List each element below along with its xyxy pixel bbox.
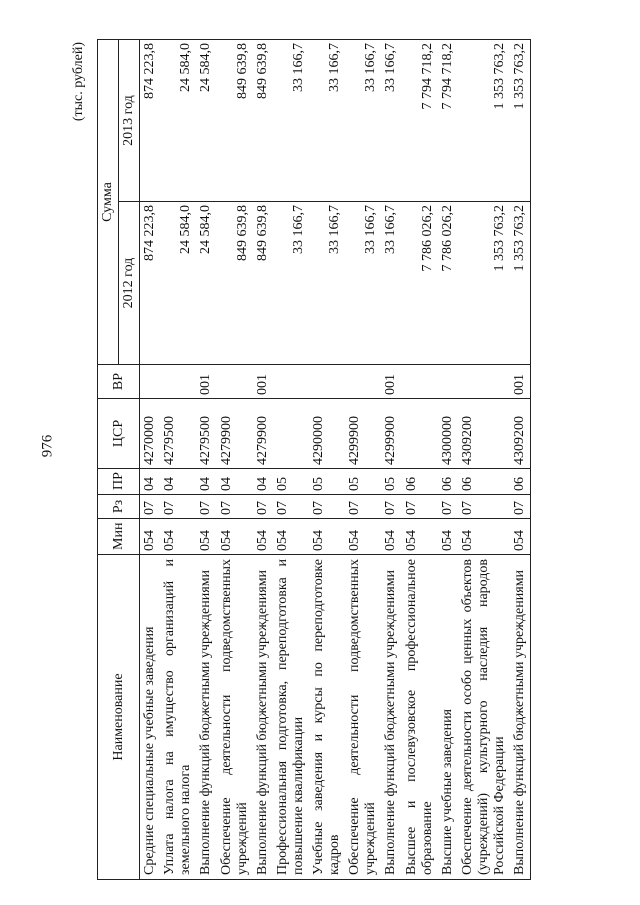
cell-sum-2012: 33 166,7	[309, 202, 345, 365]
cell-min: 054	[217, 519, 253, 555]
cell-rz: 07	[458, 495, 510, 519]
cell-rz: 07	[510, 495, 531, 519]
cell-sum-2012: 24 584,0	[160, 202, 196, 365]
cell-pr: 04	[217, 469, 253, 495]
cell-sum-2013: 24 584,0	[160, 40, 196, 202]
cell-vr	[217, 365, 253, 399]
cell-sum-2012: 24 584,0	[196, 202, 216, 365]
cell-sum-2012: 874 223,8	[140, 202, 161, 365]
cell-name: Высшие учебные заведения	[438, 555, 458, 880]
cell-min: 054	[381, 519, 401, 555]
cell-pr: 05	[273, 469, 309, 495]
cell-csr: 4299900	[381, 399, 401, 469]
page-number: 976	[39, 434, 56, 458]
cell-vr: 001	[253, 365, 273, 399]
cell-rz: 07	[309, 495, 345, 519]
header-min: Мин	[98, 519, 140, 555]
cell-sum-2013: 1 353 763,2	[458, 40, 510, 202]
cell-vr	[140, 365, 161, 399]
cell-pr: 04	[196, 469, 216, 495]
table-row	[140, 40, 161, 880]
cell-csr: 4279500	[160, 399, 196, 469]
cell-csr: 4279900	[217, 399, 253, 469]
rotated-page-content	[71, 40, 572, 880]
table-row	[458, 40, 510, 880]
cell-rz: 07	[196, 495, 216, 519]
budget-table	[97, 39, 531, 880]
cell-rz: 07	[253, 495, 273, 519]
cell-name: Учебные заведения и курсы по переподготовке кадров	[309, 555, 345, 880]
cell-csr	[273, 399, 309, 469]
cell-sum-2012: 1 353 763,2	[510, 202, 531, 365]
cell-name: Выполнение функций бюджетными учреждениями	[510, 555, 531, 880]
cell-sum-2013: 24 584,0	[196, 40, 216, 202]
table-row	[510, 40, 531, 880]
cell-min: 054	[438, 519, 458, 555]
cell-sum-2013: 33 166,7	[273, 40, 309, 202]
cell-min: 054	[273, 519, 309, 555]
cell-sum-2013: 1 353 763,2	[510, 40, 531, 202]
cell-csr: 4299900	[345, 399, 381, 469]
cell-vr	[309, 365, 345, 399]
table-row	[273, 40, 309, 880]
table-row	[160, 40, 196, 880]
header-csr: ЦСР	[98, 399, 140, 469]
cell-sum-2013: 7 794 718,2	[438, 40, 458, 202]
cell-name: Обеспечение деятельности особо ценных объектов (учреждений) культурного наследия народов Российской Федерации	[458, 555, 510, 880]
header-vr: ВР	[98, 365, 140, 399]
cell-csr: 4279900	[253, 399, 273, 469]
cell-vr	[402, 365, 438, 399]
cell-pr: 04	[160, 469, 196, 495]
table-row	[381, 40, 401, 880]
cell-pr: 06	[438, 469, 458, 495]
cell-csr	[402, 399, 438, 469]
cell-pr: 06	[402, 469, 438, 495]
cell-min: 054	[160, 519, 196, 555]
cell-sum-2012: 33 166,7	[381, 202, 401, 365]
cell-pr: 05	[381, 469, 401, 495]
cell-sum-2012: 1 353 763,2	[458, 202, 510, 365]
table-row	[253, 40, 273, 880]
cell-name: Высшее и послевузовское профессиональное образование	[402, 555, 438, 880]
cell-vr	[458, 365, 510, 399]
cell-vr	[160, 365, 196, 399]
cell-min: 054	[253, 519, 273, 555]
header-name: Наименование	[98, 555, 140, 880]
cell-pr: 04	[140, 469, 161, 495]
cell-name: Обеспечение деятельности подведомственных учреждений	[345, 555, 381, 880]
units-label: (тыс. рублей)	[71, 42, 86, 122]
cell-name: Выполнение функций бюджетными учреждениями	[381, 555, 401, 880]
cell-vr	[273, 365, 309, 399]
cell-vr: 001	[510, 365, 531, 399]
cell-csr: 4300000	[438, 399, 458, 469]
table-row	[438, 40, 458, 880]
table-row	[345, 40, 381, 880]
cell-rz: 07	[345, 495, 381, 519]
header-year-2013: 2013 год	[119, 40, 140, 202]
cell-min: 054	[140, 519, 161, 555]
cell-rz: 07	[438, 495, 458, 519]
cell-min: 054	[510, 519, 531, 555]
cell-name: Обеспечение деятельности подведомственных учреждений	[217, 555, 253, 880]
cell-sum-2012: 7 786 026,2	[438, 202, 458, 365]
cell-csr: 4309200	[458, 399, 510, 469]
cell-sum-2012: 33 166,7	[273, 202, 309, 365]
cell-name: Профессиональная подготовка, переподготовка и повышение квалификации	[273, 555, 309, 880]
cell-vr: 001	[196, 365, 216, 399]
cell-sum-2013: 849 639,8	[217, 40, 253, 202]
cell-csr: 4279500	[196, 399, 216, 469]
cell-csr: 4290000	[309, 399, 345, 469]
header-sum: Сумма	[98, 40, 119, 365]
cell-rz: 07	[160, 495, 196, 519]
cell-rz: 07	[273, 495, 309, 519]
cell-rz: 07	[381, 495, 401, 519]
cell-csr: 4309200	[510, 399, 531, 469]
cell-sum-2012: 33 166,7	[345, 202, 381, 365]
cell-rz: 07	[402, 495, 438, 519]
cell-pr: 06	[510, 469, 531, 495]
cell-rz: 07	[140, 495, 161, 519]
cell-sum-2013: 33 166,7	[381, 40, 401, 202]
cell-sum-2013: 33 166,7	[309, 40, 345, 202]
header-rz: Рз	[98, 495, 140, 519]
cell-name: Выполнение функций бюджетными учреждениями	[196, 555, 216, 880]
cell-pr: 06	[458, 469, 510, 495]
cell-name: Средние специальные учебные заведения	[140, 555, 161, 880]
table-row	[402, 40, 438, 880]
cell-min: 054	[345, 519, 381, 555]
cell-name: Уплата налога на имущество организаций и земельного налога	[160, 555, 196, 880]
cell-name: Выполнение функций бюджетными учреждениями	[253, 555, 273, 880]
cell-sum-2012: 849 639,8	[253, 202, 273, 365]
cell-vr	[345, 365, 381, 399]
cell-sum-2012: 849 639,8	[217, 202, 253, 365]
cell-sum-2013: 7 794 718,2	[402, 40, 438, 202]
cell-min: 054	[402, 519, 438, 555]
cell-pr: 05	[345, 469, 381, 495]
cell-vr	[438, 365, 458, 399]
cell-csr: 4270000	[140, 399, 161, 469]
cell-sum-2013: 33 166,7	[345, 40, 381, 202]
table-row	[309, 40, 345, 880]
table-header	[98, 40, 140, 880]
cell-min: 054	[309, 519, 345, 555]
header-pr: ПР	[98, 469, 140, 495]
cell-sum-2013: 849 639,8	[253, 40, 273, 202]
cell-min: 054	[458, 519, 510, 555]
cell-pr: 05	[309, 469, 345, 495]
cell-pr: 04	[253, 469, 273, 495]
header-year-2012: 2012 год	[119, 202, 140, 365]
table-body	[140, 40, 531, 880]
cell-sum-2012: 7 786 026,2	[402, 202, 438, 365]
cell-min: 054	[196, 519, 216, 555]
table-row	[217, 40, 253, 880]
table-row	[196, 40, 216, 880]
cell-vr: 001	[381, 365, 401, 399]
cell-rz: 07	[217, 495, 253, 519]
cell-sum-2013: 874 223,8	[140, 40, 161, 202]
